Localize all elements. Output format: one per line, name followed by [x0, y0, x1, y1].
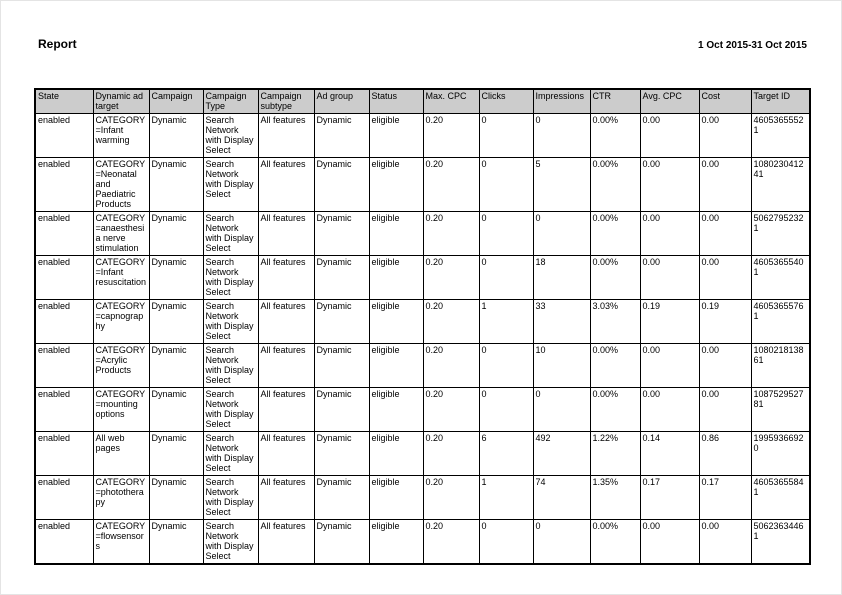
cell-max-cpc: 0.20	[423, 212, 479, 256]
cell-impressions: 5	[533, 158, 590, 212]
cell-campaign: Dynamic	[149, 212, 203, 256]
cell-ad-group: Dynamic	[314, 256, 369, 300]
cell-impressions: 0	[533, 388, 590, 432]
cell-campaign: Dynamic	[149, 256, 203, 300]
cell-state: enabled	[35, 158, 93, 212]
report-table	[34, 88, 811, 565]
cell-impressions: 33	[533, 300, 590, 344]
cell-target-id: 50623634461	[751, 520, 810, 565]
cell-ctr: 3.03%	[590, 300, 640, 344]
cell-campaign-subtype: All features	[258, 432, 314, 476]
cell-ad-group: Dynamic	[314, 158, 369, 212]
cell-campaign-subtype: All features	[258, 300, 314, 344]
cell-dynamic-ad-target: CATEGORY=Infant resuscitation	[93, 256, 149, 300]
cell-campaign-subtype: All features	[258, 158, 314, 212]
column-header-ad-group: Ad group	[314, 89, 369, 114]
cell-target-id: 46053655841	[751, 476, 810, 520]
cell-campaign-type: Search Network with Display Select	[203, 158, 258, 212]
cell-target-id: 108752952781	[751, 388, 810, 432]
cell-ad-group: Dynamic	[314, 388, 369, 432]
cell-max-cpc: 0.20	[423, 114, 479, 158]
column-header-clicks: Clicks	[479, 89, 533, 114]
cell-ad-group: Dynamic	[314, 344, 369, 388]
cell-dynamic-ad-target: CATEGORY=phototherapy	[93, 476, 149, 520]
cell-ctr: 0.00%	[590, 114, 640, 158]
cell-target-id: 46053655401	[751, 256, 810, 300]
column-header-target-id: Target ID	[751, 89, 810, 114]
cell-campaign-type: Search Network with Display Select	[203, 300, 258, 344]
cell-state: enabled	[35, 114, 93, 158]
cell-campaign: Dynamic	[149, 388, 203, 432]
cell-avg-cpc: 0.17	[640, 476, 699, 520]
header-row	[35, 89, 810, 114]
table-row	[35, 300, 810, 344]
cell-ctr: 0.00%	[590, 520, 640, 565]
report-header	[38, 37, 807, 51]
cell-max-cpc: 0.20	[423, 476, 479, 520]
column-header-cost: Cost	[699, 89, 751, 114]
cell-dynamic-ad-target: All web pages	[93, 432, 149, 476]
cell-impressions: 18	[533, 256, 590, 300]
cell-campaign: Dynamic	[149, 476, 203, 520]
cell-avg-cpc: 0.00	[640, 212, 699, 256]
cell-target-id: 19959366920	[751, 432, 810, 476]
cell-avg-cpc: 0.00	[640, 344, 699, 388]
cell-dynamic-ad-target: CATEGORY=Neonatal and Paediatric Products	[93, 158, 149, 212]
cell-impressions: 10	[533, 344, 590, 388]
cell-cost: 0.00	[699, 344, 751, 388]
table-row	[35, 212, 810, 256]
cell-ad-group: Dynamic	[314, 300, 369, 344]
cell-impressions: 0	[533, 520, 590, 565]
table-row	[35, 344, 810, 388]
cell-max-cpc: 0.20	[423, 520, 479, 565]
cell-campaign-subtype: All features	[258, 256, 314, 300]
cell-campaign-type: Search Network with Display Select	[203, 114, 258, 158]
column-header-ctr: CTR	[590, 89, 640, 114]
cell-max-cpc: 0.20	[423, 344, 479, 388]
cell-ctr: 1.22%	[590, 432, 640, 476]
cell-max-cpc: 0.20	[423, 256, 479, 300]
cell-campaign-type: Search Network with Display Select	[203, 256, 258, 300]
table-row	[35, 158, 810, 212]
cell-dynamic-ad-target: CATEGORY=anaesthesia nerve stimulation	[93, 212, 149, 256]
cell-cost: 0.00	[699, 212, 751, 256]
cell-clicks: 0	[479, 388, 533, 432]
cell-campaign-subtype: All features	[258, 212, 314, 256]
column-header-campaign-subtype: Campaign subtype	[258, 89, 314, 114]
cell-max-cpc: 0.20	[423, 300, 479, 344]
cell-impressions: 492	[533, 432, 590, 476]
table-row	[35, 520, 810, 565]
cell-impressions: 0	[533, 212, 590, 256]
cell-status: eligible	[369, 476, 423, 520]
cell-clicks: 1	[479, 476, 533, 520]
cell-campaign: Dynamic	[149, 432, 203, 476]
cell-dynamic-ad-target: CATEGORY=capnography	[93, 300, 149, 344]
cell-max-cpc: 0.20	[423, 158, 479, 212]
cell-ctr: 0.00%	[590, 344, 640, 388]
cell-max-cpc: 0.20	[423, 388, 479, 432]
cell-state: enabled	[35, 388, 93, 432]
cell-target-id: 108023041241	[751, 158, 810, 212]
cell-clicks: 0	[479, 520, 533, 565]
cell-campaign-type: Search Network with Display Select	[203, 432, 258, 476]
cell-status: eligible	[369, 114, 423, 158]
cell-campaign-subtype: All features	[258, 114, 314, 158]
cell-state: enabled	[35, 476, 93, 520]
cell-cost: 0.00	[699, 256, 751, 300]
cell-ctr: 0.00%	[590, 256, 640, 300]
cell-cost: 0.00	[699, 158, 751, 212]
cell-campaign-subtype: All features	[258, 520, 314, 565]
cell-status: eligible	[369, 344, 423, 388]
table-row	[35, 476, 810, 520]
cell-status: eligible	[369, 520, 423, 565]
cell-status: eligible	[369, 300, 423, 344]
cell-status: eligible	[369, 388, 423, 432]
cell-state: enabled	[35, 300, 93, 344]
cell-impressions: 0	[533, 114, 590, 158]
cell-cost: 0.19	[699, 300, 751, 344]
date-range: 1 Oct 2015-31 Oct 2015	[698, 40, 807, 51]
page-title: Report	[38, 37, 77, 51]
cell-campaign-type: Search Network with Display Select	[203, 388, 258, 432]
cell-ad-group: Dynamic	[314, 114, 369, 158]
cell-state: enabled	[35, 432, 93, 476]
cell-clicks: 0	[479, 344, 533, 388]
cell-clicks: 6	[479, 432, 533, 476]
cell-ctr: 0.00%	[590, 388, 640, 432]
cell-cost: 0.00	[699, 114, 751, 158]
cell-campaign: Dynamic	[149, 158, 203, 212]
cell-campaign-type: Search Network with Display Select	[203, 212, 258, 256]
cell-state: enabled	[35, 212, 93, 256]
cell-state: enabled	[35, 520, 93, 565]
cell-campaign: Dynamic	[149, 344, 203, 388]
cell-ad-group: Dynamic	[314, 476, 369, 520]
cell-avg-cpc: 0.00	[640, 256, 699, 300]
cell-clicks: 1	[479, 300, 533, 344]
cell-campaign: Dynamic	[149, 300, 203, 344]
cell-target-id: 50627952321	[751, 212, 810, 256]
column-header-campaign: Campaign	[149, 89, 203, 114]
column-header-avg-cpc: Avg. CPC	[640, 89, 699, 114]
cell-campaign: Dynamic	[149, 114, 203, 158]
cell-max-cpc: 0.20	[423, 432, 479, 476]
cell-dynamic-ad-target: CATEGORY=Infant warming	[93, 114, 149, 158]
cell-target-id: 108021813861	[751, 344, 810, 388]
column-header-dynamic-ad-target: Dynamic ad target	[93, 89, 149, 114]
cell-clicks: 0	[479, 212, 533, 256]
cell-status: eligible	[369, 432, 423, 476]
cell-status: eligible	[369, 158, 423, 212]
cell-target-id: 46053655761	[751, 300, 810, 344]
cell-campaign-type: Search Network with Display Select	[203, 520, 258, 565]
cell-clicks: 0	[479, 158, 533, 212]
cell-dynamic-ad-target: CATEGORY=flowsensors	[93, 520, 149, 565]
cell-avg-cpc: 0.14	[640, 432, 699, 476]
cell-avg-cpc: 0.00	[640, 388, 699, 432]
cell-avg-cpc: 0.00	[640, 114, 699, 158]
cell-cost: 0.00	[699, 520, 751, 565]
table-body	[35, 114, 810, 565]
cell-ctr: 0.00%	[590, 212, 640, 256]
cell-campaign-subtype: All features	[258, 344, 314, 388]
cell-dynamic-ad-target: CATEGORY=mounting options	[93, 388, 149, 432]
cell-campaign-subtype: All features	[258, 388, 314, 432]
cell-ad-group: Dynamic	[314, 212, 369, 256]
cell-avg-cpc: 0.00	[640, 158, 699, 212]
cell-ctr: 0.00%	[590, 158, 640, 212]
cell-ctr: 1.35%	[590, 476, 640, 520]
cell-cost: 0.17	[699, 476, 751, 520]
column-header-status: Status	[369, 89, 423, 114]
cell-dynamic-ad-target: CATEGORY=Acrylic Products	[93, 344, 149, 388]
table-row	[35, 114, 810, 158]
cell-status: eligible	[369, 256, 423, 300]
cell-campaign-type: Search Network with Display Select	[203, 476, 258, 520]
cell-campaign-subtype: All features	[258, 476, 314, 520]
column-header-state: State	[35, 89, 93, 114]
cell-campaign: Dynamic	[149, 520, 203, 565]
table-row	[35, 256, 810, 300]
column-header-campaign-type: Campaign Type	[203, 89, 258, 114]
table-row	[35, 388, 810, 432]
cell-status: eligible	[369, 212, 423, 256]
cell-avg-cpc: 0.00	[640, 520, 699, 565]
column-header-max-cpc: Max. CPC	[423, 89, 479, 114]
cell-impressions: 74	[533, 476, 590, 520]
cell-target-id: 46053655521	[751, 114, 810, 158]
cell-cost: 0.00	[699, 388, 751, 432]
cell-campaign-type: Search Network with Display Select	[203, 344, 258, 388]
table-row	[35, 432, 810, 476]
cell-clicks: 0	[479, 256, 533, 300]
cell-avg-cpc: 0.19	[640, 300, 699, 344]
cell-state: enabled	[35, 256, 93, 300]
column-header-impressions: Impressions	[533, 89, 590, 114]
cell-clicks: 0	[479, 114, 533, 158]
cell-state: enabled	[35, 344, 93, 388]
cell-cost: 0.86	[699, 432, 751, 476]
cell-ad-group: Dynamic	[314, 432, 369, 476]
cell-ad-group: Dynamic	[314, 520, 369, 565]
